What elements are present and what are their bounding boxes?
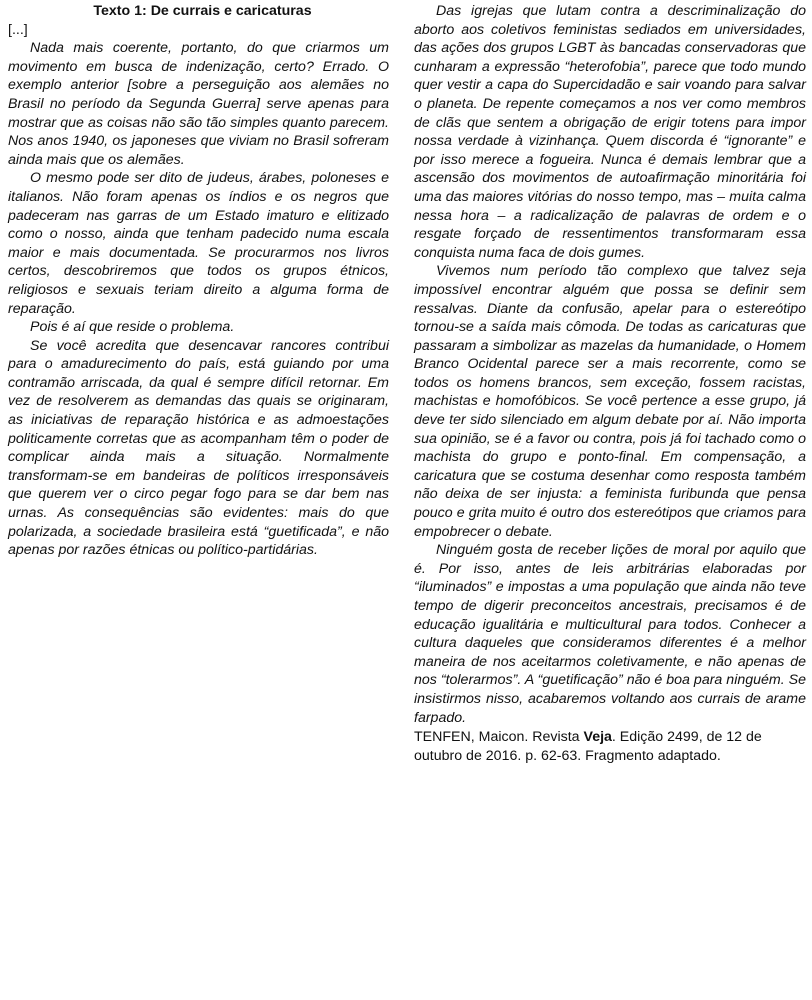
paragraph: Das igrejas que lutam contra a descriminalização do aborto aos coletivos feministas sediados em universidades, das ações dos grupos LGBT às bancadas conservadoras que cunharam a expressão “heterofobia”, parece que todo mundo quer vestir a capa do Supercidadão e sair voando para salvar o planeta. De repente começamos a nos ver como membros de clãs que sentem a obrigação de erigir totens para impor nossa verdade à vizinhança. Quem discorda é “ignorante” e por isso merece a fogueira. Nunca é demais lembrar que a ascensão dos movimentos de autoafirmação minoritária foi uma das maiores vitórias do nosso tempo, mas – muita calma nessa hora – a radicalização de palavras de ordem e o resgate forçado de ressentimentos transformaram essa conquista numa faca de dois gumes. bbox=[414, 3, 806, 261]
paragraph: Pois é aí que reside o problema. bbox=[30, 319, 235, 336]
citation-details: . Edição 2499, de 12 de outubro de 2016. p. 62-63. Fragmento adaptado. bbox=[414, 729, 762, 764]
left-column bbox=[8, 2, 389, 560]
paragraph: O mesmo pode ser dito de judeus, árabes, poloneses e italianos. Não foram apenas os índios e os negros que padeceram nas garras de um Estado imaturo e elitizado como o nosso, ainda que tenham padecido numa escala maior e mais documentada. Se procurarmos nos livros certos, descobriremos que todos os grupos étnicos, religiosos e sexuais teriam direito a alguma forma de reparação. bbox=[8, 170, 389, 317]
omission-marker: [...] bbox=[8, 21, 28, 38]
source-citation bbox=[414, 728, 806, 765]
citation-author: TENFEN, Maicon. Revista bbox=[414, 729, 584, 746]
paragraph: Nada mais coerente, portanto, do que criarmos um movimento em busca de indenização, certo? Errado. O exemplo anterior [sobre a perseguição aos alemães no Brasil no período da Segunda Guerra] serve apenas para mostrar que as coisas não são tão simples quanto parecem. Nos anos 1940, os japoneses que viviam no Brasil sofreram ainda mais que os alemães. bbox=[8, 40, 389, 168]
paragraph: Ninguém gosta de receber lições de moral por aquilo que é. Por isso, antes de leis arbitrárias elaboradas por “iluminados” e impostas a uma população que ainda não teve tempo de digerir preconceitos ancestrais, precisamos é de educação igualitária e multicultural para todos. Conhecer a cultura daqueles que consideramos diferentes é a melhor maneira de nos aceitarmos coletivamente, e não apenas de nos “tolerarmos”. A “guetificação” não é boa para ninguém. Se insistirmos nisso, acabaremos voltando aos currais de arame farpado. bbox=[414, 542, 806, 726]
right-column bbox=[414, 2, 806, 765]
citation-publication: Veja bbox=[583, 729, 612, 746]
paragraph: Se você acredita que desencavar rancores contribui para o amadurecimento do país, está guiando por uma contramão arriscada, da qual é sempre difícil retornar. Em vez de resolverem as demandas das quais se originaram, as iniciativas de reparação histórica e as admoestações politicamente corretas que as acompanham têm o poder de complicar ainda mais a situação. Normalmente transformam-se em bandeiras de políticos irresponsáveis que querem ver o circo pegar fogo para se dar bem nas urnas. As consequências são evidentes: mais do que polarizada, a sociedade brasileira está “guetificada”, e não apenas por razões étnicas ou político-partidárias. bbox=[8, 337, 389, 559]
paragraph: Vivemos num período tão complexo que talvez seja impossível encontrar alguém que possa se definir sem ressalvas. Diante da confusão, apelar para o estereótipo tornou-se a saída mais cômoda. De todas as caricaturas que passaram a simbolizar as mazelas da humanidade, o Homem Branco Ocidental parece ser a mais recorrente, como se todos os homens brancos, sem exceção, fossem racistas, machistas e homofóbicos. Se você pertence a esse grupo, já deve ter sido silenciado em algum debate por aí. Não importa sua opinião, se é a favor ou contra, pois já foi tachado como o machista do grupo e ponto-final. Em compensação, a caricatura que se costuma desenhar como resposta também não deixa de ser injusta: a feminista furibunda que pensa pouco e grita muito é outro dos estereótipos que criamos para empobrecer o debate. bbox=[414, 263, 806, 540]
document-title: Texto 1: De currais e caricaturas bbox=[93, 3, 312, 19]
